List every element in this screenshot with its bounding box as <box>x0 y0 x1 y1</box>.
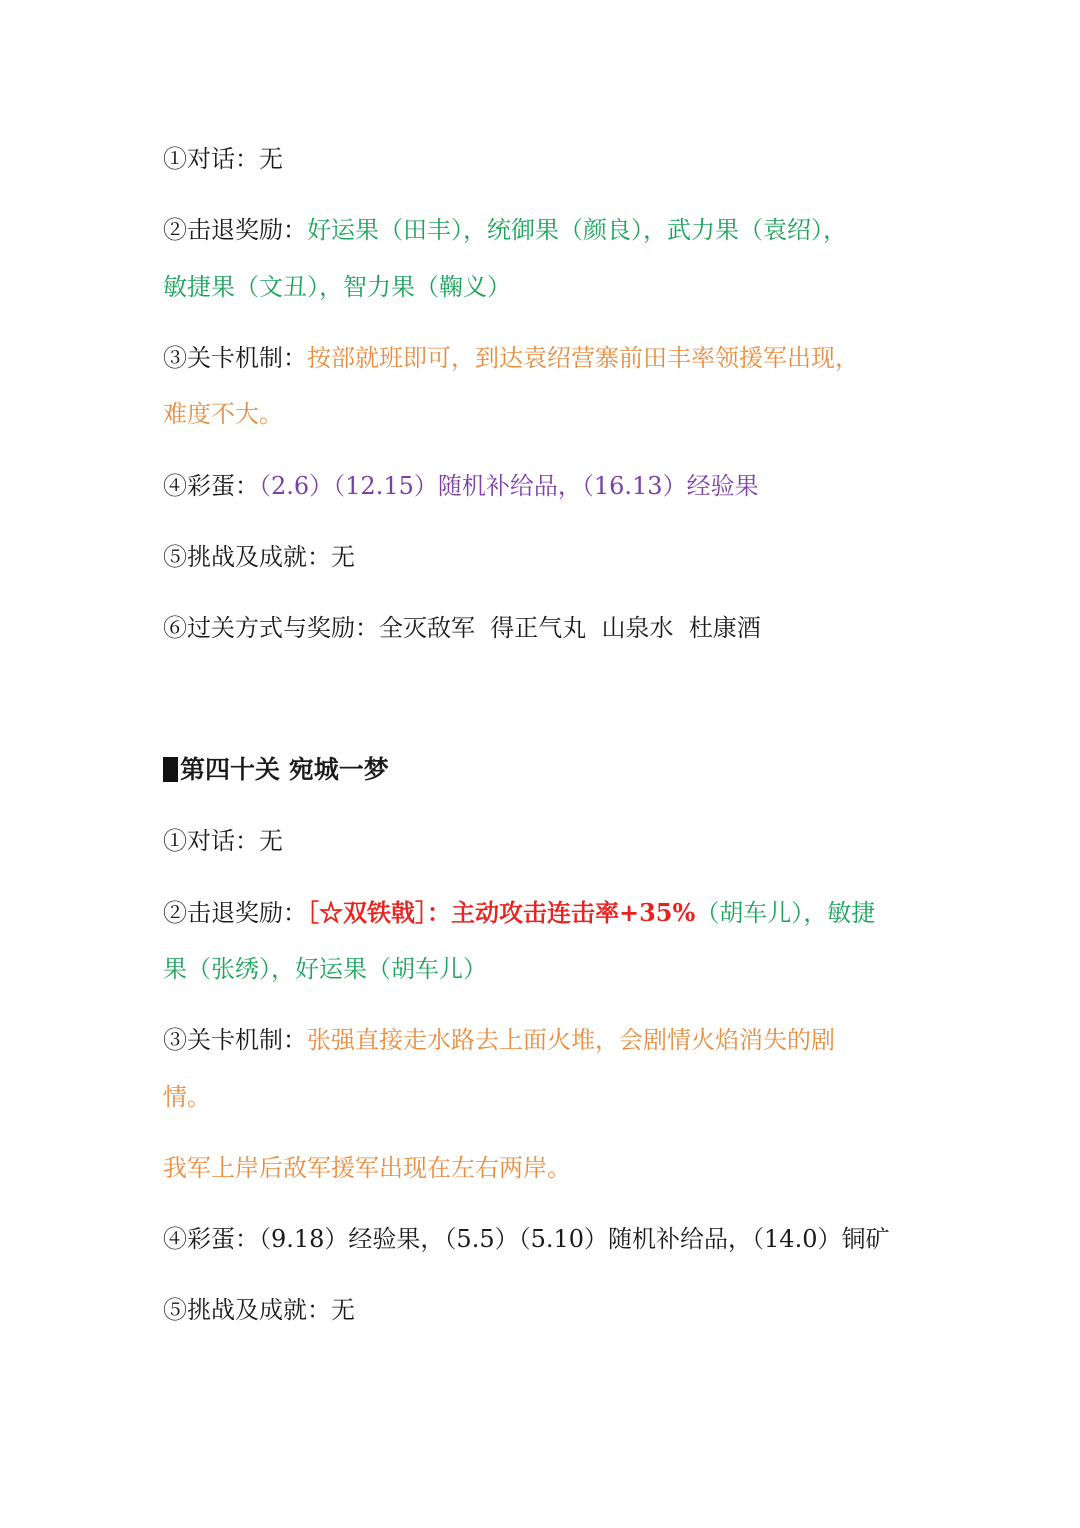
s1-easter-label: ④彩蛋： <box>163 472 259 500</box>
s2-repel-weapon: ［☆双铁戟］：主动攻击连击率+35% <box>307 898 696 927</box>
s2-dialogue-line <box>163 824 923 858</box>
s2-dialogue-value: 无 <box>259 827 283 855</box>
s1-clear-line <box>163 611 923 645</box>
s1-dialogue-label: ①对话： <box>163 145 259 173</box>
s1-clear-value: 全灭敌军 得正气丸 山泉水 杜康酒 <box>379 614 761 642</box>
s2-mechanism-line2: 情。 <box>163 1083 211 1111</box>
s1-challenge-value: 无 <box>331 543 355 571</box>
s1-clear-label: ⑥过关方式与奖励： <box>163 614 379 642</box>
s2-easter-line <box>163 1222 923 1256</box>
s1-repel-line2: 敏捷果（文丑），智力果（鞠义） <box>163 273 511 301</box>
s2-repel-green1: （胡车儿），敏捷 <box>695 899 876 927</box>
s1-dialogue-value: 无 <box>259 145 283 173</box>
s1-challenge-label: ⑤挑战及成就： <box>163 543 331 571</box>
heading-marker-icon <box>163 757 178 782</box>
s2-easter-label: ④彩蛋： <box>163 1225 259 1253</box>
s2-mechanism-line3: 我军上岸后敌军援军出现在左右两岸。 <box>163 1154 571 1182</box>
s1-repel-label: ②击退奖励： <box>163 216 307 244</box>
s1-dialogue-line <box>163 142 923 176</box>
s1-mechanism-line2: 难度不大。 <box>163 400 283 428</box>
s2-title: 第四十关 宛城一梦 <box>180 755 389 784</box>
s2-dialogue-label: ①对话： <box>163 827 259 855</box>
s2-repel-line1 <box>163 896 923 930</box>
s1-mechanism-text1: 按部就班即可，到达袁绍营寨前田丰率领援军出现， <box>307 344 859 372</box>
s2-mechanism-line1 <box>163 1023 923 1057</box>
s2-challenge-label: ⑤挑战及成就： <box>163 1296 331 1324</box>
s1-challenge-line <box>163 540 923 574</box>
s1-repel-text1: 好运果（田丰），统御果（颜良），武力果（袁绍）， <box>307 216 847 244</box>
s2-mechanism-label: ③关卡机制： <box>163 1026 307 1054</box>
s2-repel-line2: 果（张绣），好运果（胡车儿） <box>163 955 487 983</box>
s1-easter-line <box>163 469 923 503</box>
s2-challenge-line <box>163 1293 923 1327</box>
s1-easter-value: （2.6）（12.15）随机补给品，（16.13）经验果 <box>259 472 759 500</box>
s2-heading <box>163 753 923 787</box>
s1-repel-line1 <box>163 213 923 247</box>
s2-challenge-value: 无 <box>331 1296 355 1324</box>
s2-easter-value: （9.18）经验果，（5.5）（5.10）随机补给品，（14.0）铜矿 <box>259 1225 890 1253</box>
s2-repel-label: ②击退奖励： <box>163 899 307 927</box>
s1-mechanism-line1 <box>163 341 923 375</box>
s1-mechanism-label: ③关卡机制： <box>163 344 307 372</box>
s2-mechanism-text1: 张强直接走水路去上面火堆，会剧情火焰消失的剧 <box>307 1026 835 1054</box>
